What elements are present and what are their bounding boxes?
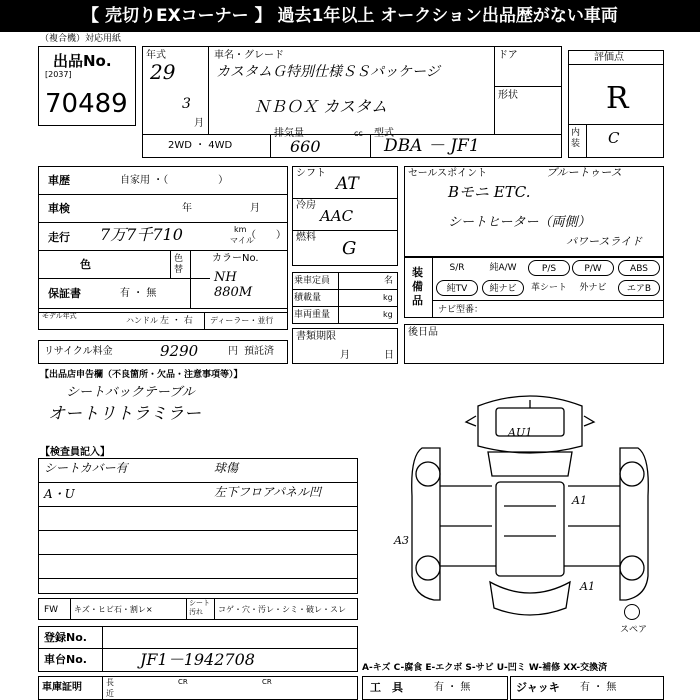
capacity-label: 乗車定員 xyxy=(294,276,331,286)
inspector-right-1: 球傷 xyxy=(214,461,239,475)
car-diagram xyxy=(400,386,660,626)
lot-box xyxy=(38,46,136,126)
damage-legend: A-キズ C-腐食 E-エクボ S-サビ U-凹ミ W-補修 XX-交換済 xyxy=(362,663,608,673)
navi-label: ナビ型番： xyxy=(438,305,484,315)
inspector-left-1: シートカバー有 xyxy=(44,461,128,475)
mileage-paren: （ ） xyxy=(246,230,286,241)
year-label: 年式 xyxy=(146,50,166,61)
doc-deadline-label: 書類期限 xyxy=(296,331,336,342)
interior-label: 内装 xyxy=(571,128,581,149)
shape-label: 形状 xyxy=(498,90,518,101)
note-2: オートリトラミラー xyxy=(48,404,201,424)
load-label: 積載量 xyxy=(294,293,322,303)
flaws-legend-1: キズ・ヒビ石・割レ× xyxy=(74,605,153,614)
spare-icon xyxy=(624,604,640,620)
doc-deadline-month: 月 xyxy=(340,350,350,361)
load-unit: kg xyxy=(383,293,393,302)
equipment-item: P/S xyxy=(528,260,570,276)
details-box xyxy=(38,166,288,330)
banner-title: 【 売切りEXコーナー 】 過去1年以上 オークション出品歴がない車両 xyxy=(0,0,700,32)
equipment-item: 純ナビ xyxy=(482,280,524,296)
warranty-label: 保証書 xyxy=(48,287,81,300)
mark-right-front: A1 xyxy=(572,494,587,507)
mileage-label: 走行 xyxy=(48,231,70,244)
history-value: 自家用 ・（ ） xyxy=(120,175,229,186)
tools-label: 工 具 xyxy=(370,681,403,694)
sales-line-2: Bモニ ETC. xyxy=(448,183,531,201)
type-label: 型式 xyxy=(374,128,394,139)
year-value: 29 xyxy=(150,60,176,84)
recycle-unit: 円 xyxy=(228,346,238,357)
cert-label: 車庫証明 xyxy=(42,682,82,693)
note-1: シートバックテーブル xyxy=(66,385,195,400)
equipment-item: 純A/W xyxy=(489,263,517,273)
lot-code: [2037] xyxy=(45,70,72,79)
mark-right-rear: A1 xyxy=(580,580,595,593)
history-label: 車歴 xyxy=(48,174,70,187)
shift-value: AT xyxy=(336,174,359,194)
equipment-item: S/R xyxy=(449,263,465,273)
cert-opt-3: CR xyxy=(178,678,188,686)
after-date-label: 後日品 xyxy=(408,327,438,338)
jack-value: 有 ・ 無 xyxy=(580,682,617,693)
capacity-unit: 名 xyxy=(384,276,394,286)
interior-value: C xyxy=(608,129,620,147)
recycle-value: 9290 xyxy=(160,342,199,360)
cert-opt-4: CR xyxy=(262,678,272,686)
after-date-box xyxy=(404,324,664,364)
color-code: NH 880M xyxy=(214,270,253,300)
chassis-label: 車台No. xyxy=(44,653,87,666)
mileage-unit-mile: マイル xyxy=(230,236,254,245)
displacement-value: 660 xyxy=(290,137,321,156)
displacement-label: 排気量 xyxy=(274,128,304,139)
flaws-seat: シート汚れ xyxy=(189,599,210,616)
mileage-unit-km: km xyxy=(234,225,247,234)
fuel-value: G xyxy=(342,238,357,259)
tools-value: 有 ・ 無 xyxy=(434,682,471,693)
color-change: 色替 xyxy=(174,254,184,275)
equipment-item: ABS xyxy=(618,260,660,276)
registration-label: 登録No. xyxy=(44,631,87,644)
handle-value: 左 ・ 右 xyxy=(160,316,193,326)
sales-line-3: シートヒーター（両側） xyxy=(448,215,591,230)
sales-label: セールスポイント xyxy=(408,168,488,179)
equipment-item: 純TV xyxy=(436,280,478,296)
model-label: 車名・グレード xyxy=(214,50,284,61)
warranty-value: 有 ・ 無 xyxy=(120,288,157,299)
drive-label[interactable]: 2WD ・ 4WD xyxy=(168,140,233,151)
equipment-item: エアB xyxy=(618,280,660,296)
cert-opt-2: 近 xyxy=(106,689,114,698)
weight-label: 車両重量 xyxy=(294,310,331,320)
flaws-fw: FW xyxy=(44,605,59,615)
inspector-left-2: A・U xyxy=(44,487,75,501)
equipment-label: 装備品 xyxy=(412,266,423,307)
door-label: ドア xyxy=(498,50,518,61)
dealer-label: ディーラー・並行 xyxy=(210,316,274,325)
flaws-legend-2: コゲ・穴・汚レ・シミ・破レ・スレ xyxy=(218,605,346,614)
sales-line-1: ブルートゥース xyxy=(546,166,622,179)
inspector-box xyxy=(38,458,358,594)
ac-value: AAC xyxy=(320,207,354,225)
equipment-item: 外ナビ xyxy=(579,283,607,293)
inspection-month: 月 xyxy=(250,203,260,214)
year-month-unit: 月 xyxy=(194,118,204,129)
year-month: 3 xyxy=(182,96,191,112)
type-value: DBA － JF1 xyxy=(384,136,480,156)
inspector-right-2: 左下フロアパネル凹 xyxy=(214,485,322,499)
fuel-label: 燃料 xyxy=(296,232,316,243)
doc-deadline-day: 日 xyxy=(384,350,394,361)
cert-box xyxy=(38,676,358,700)
chassis-value: JF1－1942708 xyxy=(140,650,255,669)
weight-unit: kg xyxy=(383,310,393,319)
model-grade: カスタムＧ特別仕様ＳＳパッケージ xyxy=(216,64,440,80)
inspection-label: 車検 xyxy=(48,202,70,215)
equipment-item: 革シート xyxy=(530,283,567,293)
notes-header: 【出品店申告欄（不良箇所・欠品・注意事項等）】 xyxy=(40,370,243,380)
recycle-deposit: 預託済 xyxy=(244,346,274,357)
handle-label: ハンドル xyxy=(126,316,158,325)
ac-label: 冷房 xyxy=(296,200,316,211)
model-name: ＮＢＯＸ カスタム xyxy=(254,97,388,116)
spare-label: スペア xyxy=(620,625,648,635)
inspection-year: 年 xyxy=(182,203,192,214)
cert-opt-1: 長 xyxy=(106,678,114,687)
shift-label: シフト xyxy=(296,168,326,179)
sheet-note: （複合機）対応用紙 xyxy=(40,34,122,44)
color-code-label: カラーNo. xyxy=(212,253,259,264)
mileage-value: 7万7千710 xyxy=(100,225,183,244)
recycle-label: リサイクル料金 xyxy=(44,346,113,357)
inspector-header: 【検査員記入】 xyxy=(40,447,110,458)
jack-label: ジャッキ xyxy=(516,681,560,694)
score-value: R xyxy=(606,81,629,116)
lot-number: 70489 xyxy=(45,89,128,119)
mark-roof: AU1 xyxy=(508,426,533,439)
equipment-item: P/W xyxy=(572,260,614,276)
score-label: 評価点 xyxy=(594,52,624,63)
lot-label: 出品No. xyxy=(53,52,112,70)
color-label: 色 xyxy=(80,258,91,271)
sales-line-4: パワースライド xyxy=(566,235,643,248)
displacement-unit: cc xyxy=(354,129,363,138)
model-year-label: モデル年式 xyxy=(42,312,77,320)
mark-left-side: A3 xyxy=(394,534,409,547)
